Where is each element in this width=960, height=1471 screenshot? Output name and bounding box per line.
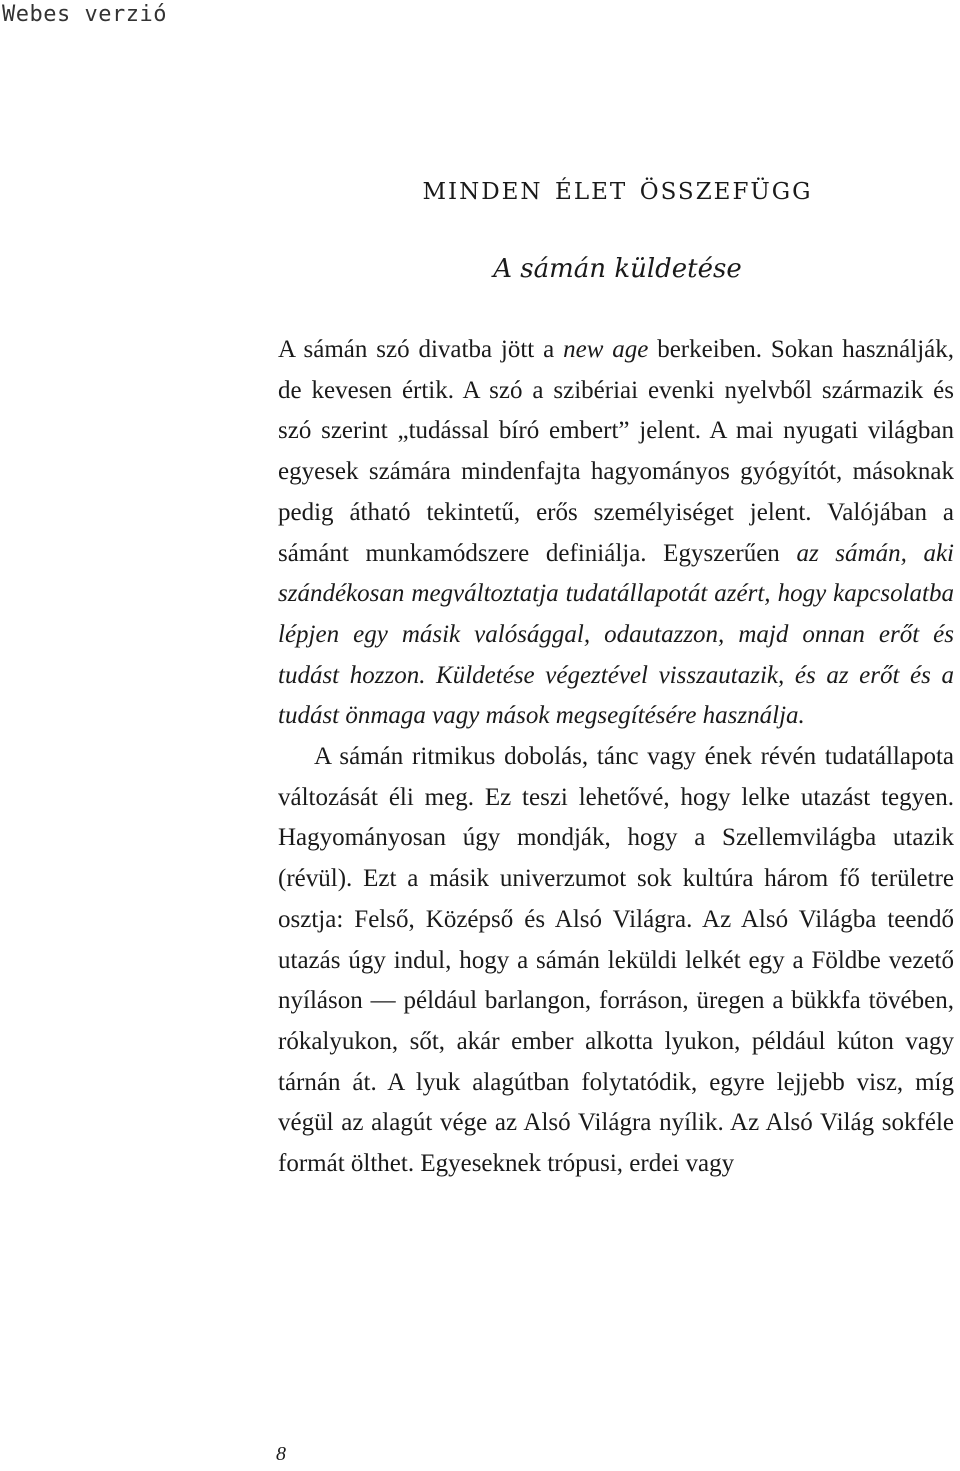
body-text	[278, 330, 954, 1185]
web-version-link[interactable]: Webes verzió	[2, 2, 167, 27]
paragraph-1-definition: az sámán, aki szándékosan megváltoztatja tudatállapotát azért, hogy kapcsolatba lépjen egy másik valósággal, odautazzon, majd onnan erőt és tudást hozzon. Küldetése végeztével visszautazik, és az erőt és a tudást önmaga vagy mások megsegítésére használja.	[278, 539, 955, 730]
paragraph-1-start: A sámán szó divatba jött a	[278, 336, 564, 363]
chapter-title: minden élet összefügg	[422, 168, 813, 207]
new-age-term: new age	[563, 336, 649, 363]
section-title: A sámán küldetése	[493, 254, 742, 284]
paragraph-1	[278, 330, 954, 737]
paragraph-1-middle: berkeiben. Sokan használják, de kevesen értik. A szó a szibériai evenki nyelvből származik és szó szerint „tudással bíró embert” jelent. A mai nyugati világban egyesek számára mindenfajta hagyományos gyógyítót, másoknak pedig átható tekintetű, erős személyiséget jelent. Valójában a sámánt munkamódszere definiálja. Egyszerűen	[278, 336, 954, 567]
page-number: 8	[276, 1443, 286, 1465]
paragraph-2: A sámán ritmikus dobolás, tánc vagy ének révén tudatállapota változását éli meg. Ez teszi lehetővé, hogy lelke utazást tegyen. Hagyományosan úgy mondják, hogy a Szellemvilágba utazik (révül). Ezt a másik univerzumot sok kultúra három fő területre osztja: Felső, Középső és Alsó Világra. Az Alsó Világba teendő utazás úgy indul, hogy a sámán leküldi lelkét egy a Földbe vezető nyíláson — például barlangon, forráson, üregen a bükkfa tövében, rókalyukon, sőt, akár ember alkotta lyukon, például kúton vagy tárnán át. A lyuk alagútban folytatódik, egyre lejjebb visz, míg végül az alagút vége az Alsó Világra nyílik. Az Alsó Világ sokféle formát ölthet. Egyeseknek trópusi, erdei vagy	[278, 743, 954, 1178]
